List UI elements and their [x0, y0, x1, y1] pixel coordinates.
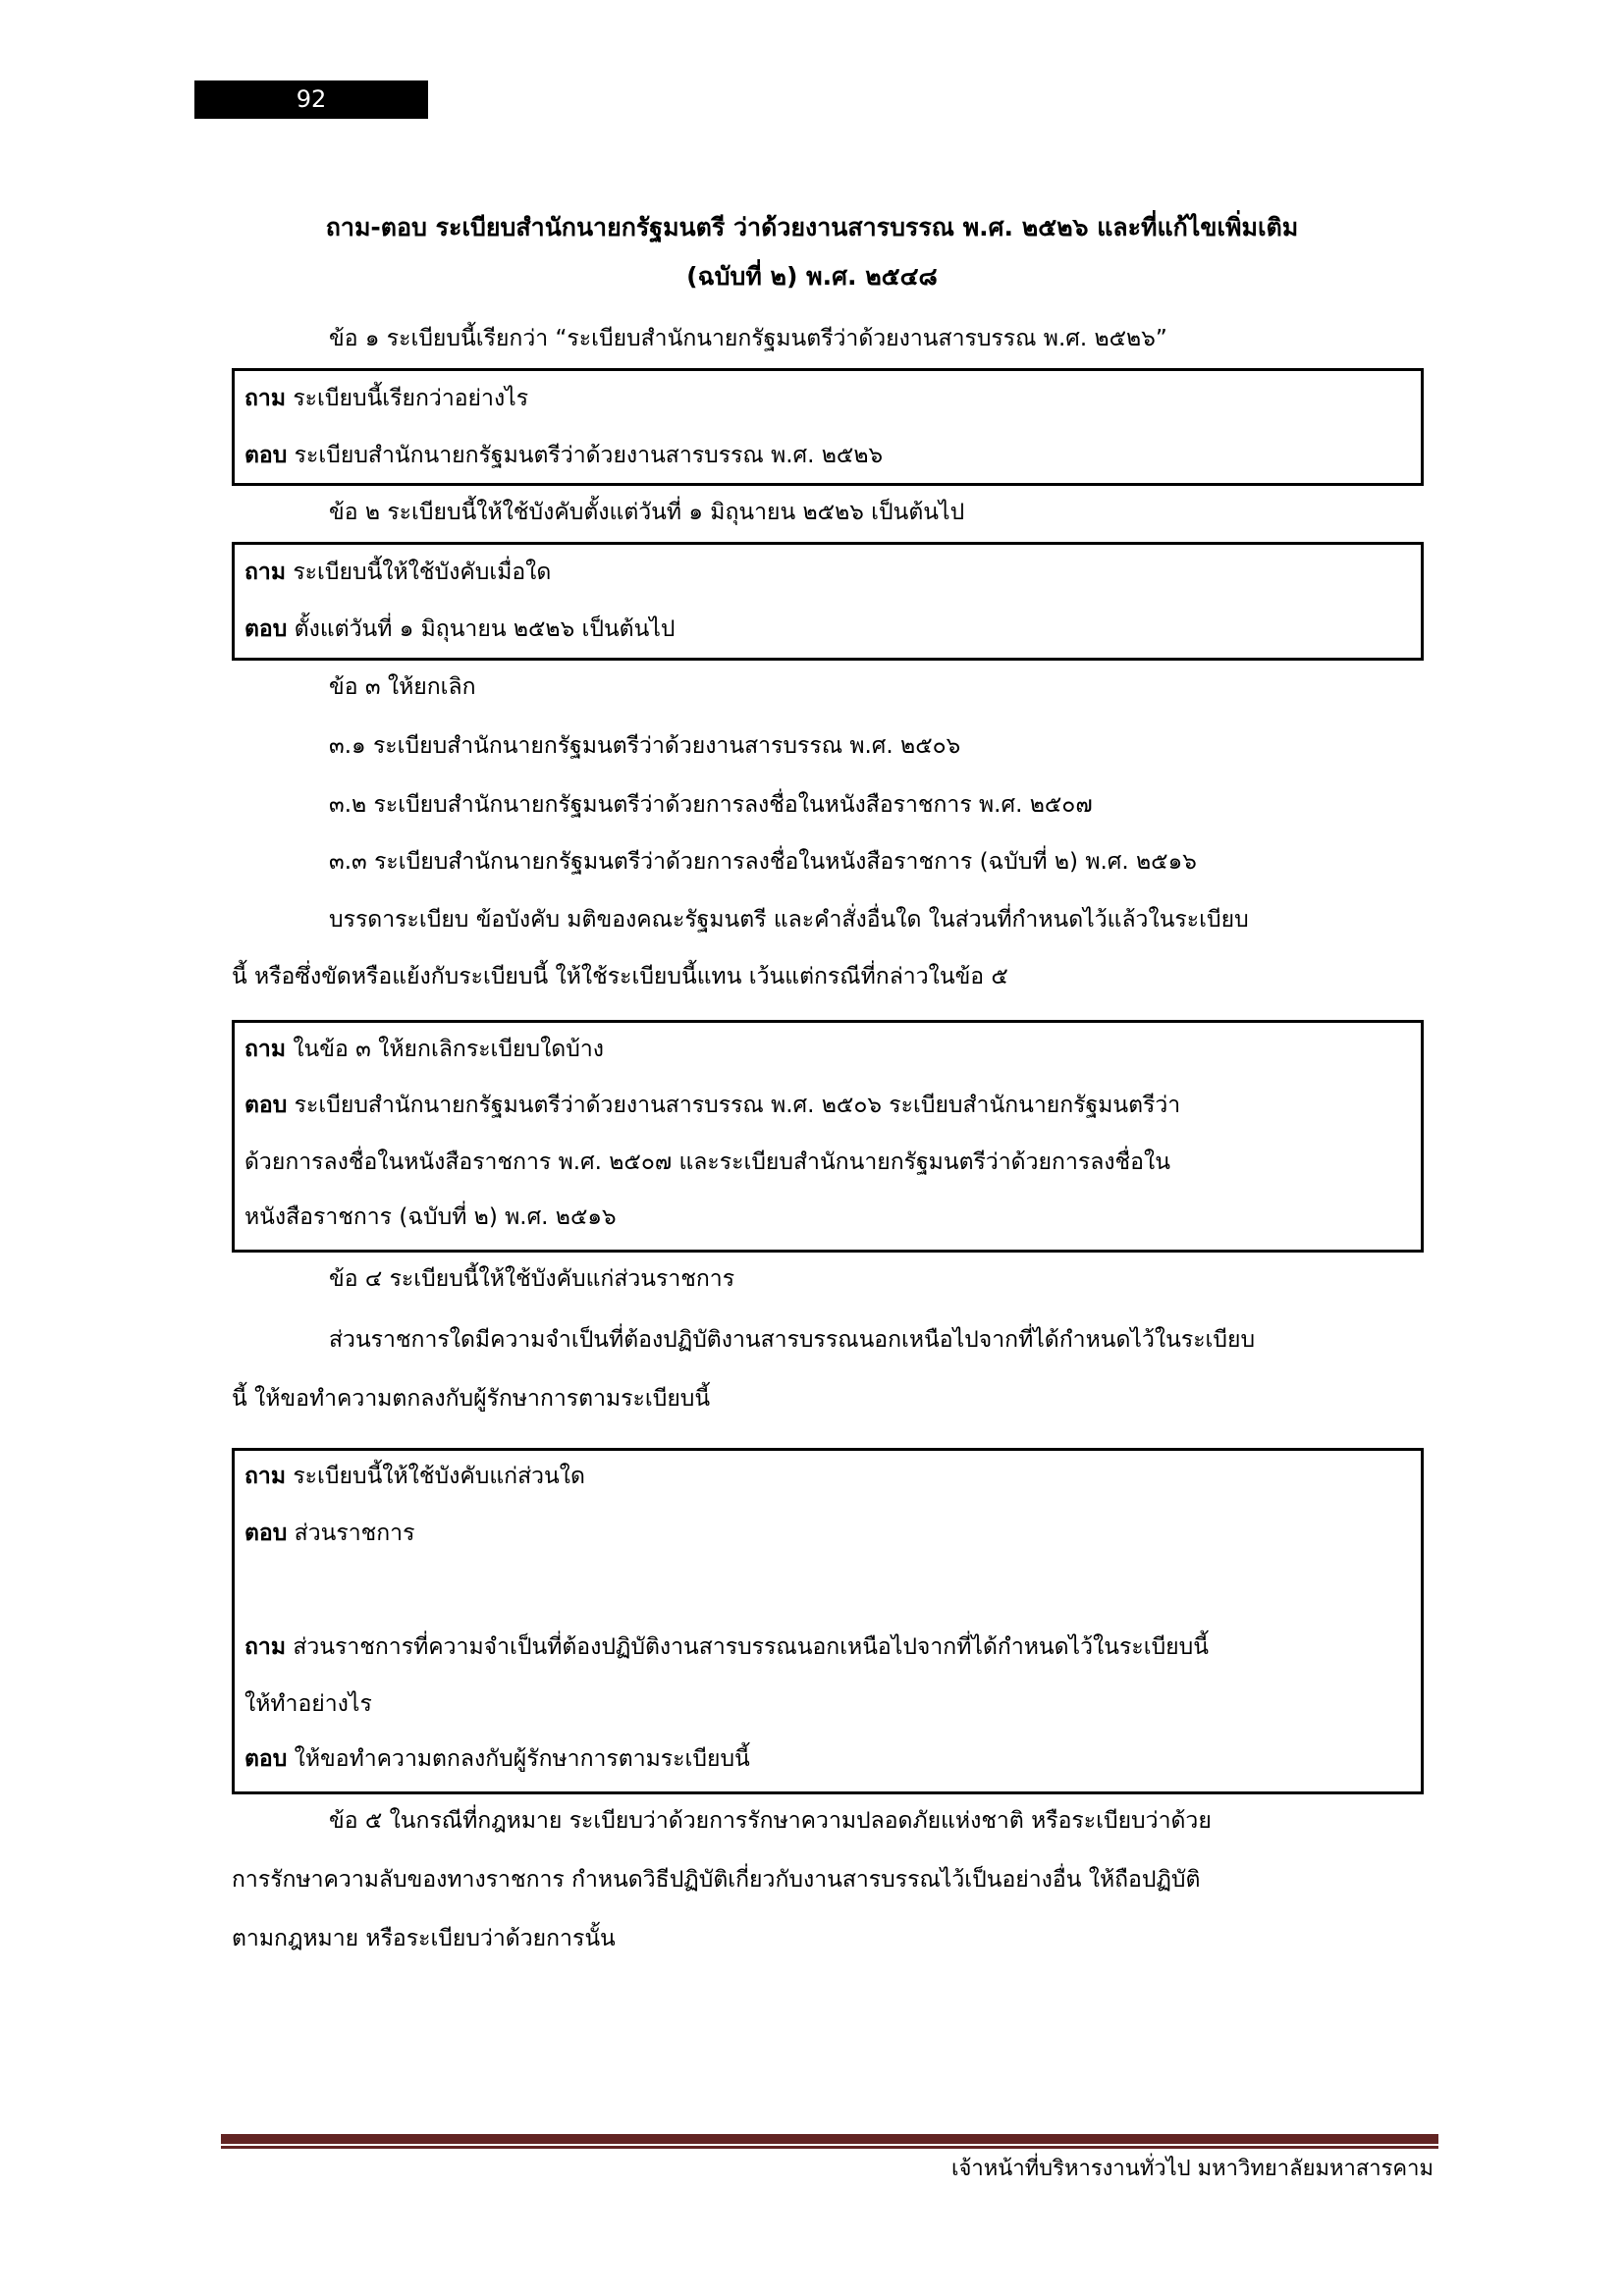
answer-label: ตอบ [244, 616, 288, 642]
question-label: ถาม [244, 386, 287, 411]
qa-box-4 [232, 1448, 1424, 1794]
answer-label: ตอบ [244, 1746, 288, 1772]
answer-text: ตั้งแต่วันที่ ๑ มิถุนายน ๒๕๒๖ เป็นต้นไป [287, 616, 676, 642]
question-line [244, 379, 528, 418]
answer-line [244, 610, 676, 649]
answer-text: ส่วนราชการ [287, 1521, 415, 1546]
question-text: ในข้อ ๓ ให้ยกเลิกระเบียบใดบ้าง [286, 1037, 604, 1062]
answer-line-1 [244, 1086, 1180, 1125]
question-line [244, 553, 551, 592]
clause-5-line-2: การรักษาความลับของทางราชการ กำหนดวิธีปฏิบัติเกี่ยวกับงานสารบรรณไว้เป็นอย่างอื่น ให้ถือปฏิบัติ [232, 1867, 1201, 1893]
question-text: ระเบียบนี้ให้ใช้บังคับแก่ส่วนใด [286, 1464, 585, 1489]
answer-label: ตอบ [244, 443, 288, 468]
clause-3-item: ๓.๓ ระเบียบสำนักนายกรัฐมนตรีว่าด้วยการลงชื่อในหนังสือราชการ (ฉบับที่ ๒) พ.ศ. ๒๕๑๖ [329, 849, 1197, 875]
answer-label: ตอบ [244, 1093, 288, 1118]
clause-3-item: ๓.๑ ระเบียบสำนักนายกรัฐมนตรีว่าด้วยงานสารบรรณ พ.ศ. ๒๕๐๖ [329, 733, 961, 759]
qa-box-3 [232, 1020, 1424, 1253]
answer-line-2: ด้วยการลงชื่อในหนังสือราชการ พ.ศ. ๒๕๐๗ และระเบียบสำนักนายกรัฐมนตรีว่าด้วยการลงชื่อใน [244, 1149, 1170, 1175]
clause-5-line-3: ตามกฎหมาย หรือระเบียบว่าด้วยการนั้น [232, 1926, 616, 1951]
question-text: ระเบียบนี้เรียกว่าอย่างไร [286, 386, 529, 411]
answer-line-3: หนังสือราชการ (ฉบับที่ ๒) พ.ศ. ๒๕๑๖ [244, 1204, 617, 1230]
question-text: ระเบียบนี้ให้ใช้บังคับเมื่อใด [286, 560, 552, 585]
clause-3-item: ๓.๒ ระเบียบสำนักนายกรัฐมนตรีว่าด้วยการลงชื่อในหนังสือราชการ พ.ศ. ๒๕๐๗ [329, 792, 1093, 818]
answer-label: ตอบ [244, 1521, 288, 1546]
answer-line-2 [244, 1739, 750, 1779]
answer-line-1 [244, 1514, 414, 1553]
document-title-line-1: ถาม-ตอบ ระเบียบสำนักนายกรัฐมนตรี ว่าด้วยงานสารบรรณ พ.ศ. ๒๕๒๖ และที่แก้ไขเพิ่มเติม [325, 213, 1299, 241]
question-label: ถาม [244, 1037, 287, 1062]
clause-3-paragraph-line-2: นี้ หรือซึ่งขัดหรือแย้งกับระเบียบนี้ ให้ใช้ระเบียบนี้แทน เว้นแต่กรณีที่กล่าวในข้อ ๕ [232, 964, 1008, 989]
page-number-badge: 92 [194, 80, 428, 119]
clause-3-heading: ข้อ ๓ ให้ยกเลิก [329, 674, 476, 700]
clause-4-paragraph-line-2: นี้ ให้ขอทำความตกลงกับผู้รักษาการตามระเบียบนี้ [232, 1386, 711, 1412]
question-label: ถาม [244, 1634, 287, 1660]
question-text: ส่วนราชการที่ความจำเป็นที่ต้องปฏิบัติงานสารบรรณนอกเหนือไปจากที่ได้กำหนดไว้ในระเบียบนี้ [286, 1634, 1209, 1660]
qa-box-2 [232, 542, 1424, 661]
question-label: ถาม [244, 560, 287, 585]
footer-rule-thin [221, 2146, 1438, 2149]
document-title-line-2: (ฉบับที่ ๒) พ.ศ. ๒๕๔๘ [686, 262, 938, 291]
clause-3-paragraph-line-1: บรรดาระเบียบ ข้อบังคับ มติของคณะรัฐมนตรี และคำสั่งอื่นใด ในส่วนที่กำหนดไว้แล้วในระเบียบ [329, 907, 1249, 933]
qa-box-1 [232, 368, 1424, 486]
clause-4-paragraph-line-1: ส่วนราชการใดมีความจำเป็นที่ต้องปฏิบัติงานสารบรรณนอกเหนือไปจากที่ได้กำหนดไว้ในระเบียบ [329, 1327, 1256, 1353]
question-line-1 [244, 1457, 585, 1496]
clause-4: ข้อ ๔ ระเบียบนี้ให้ใช้บังคับแก่ส่วนราชการ [329, 1266, 735, 1292]
answer-text: ให้ขอทำความตกลงกับผู้รักษาการตามระเบียบนี้ [287, 1746, 750, 1772]
footer-text: เจ้าหน้าที่บริหารงานทั่วไป มหาวิทยาลัยมหาสารคาม [951, 2157, 1434, 2181]
question-label: ถาม [244, 1464, 287, 1489]
question-line-2-continued: ให้ทำอย่างไร [244, 1691, 372, 1717]
answer-text: ระเบียบสำนักนายกรัฐมนตรีว่าด้วยงานสารบรรณ พ.ศ. ๒๕๒๖ [287, 443, 884, 468]
footer-rule-thick [221, 2134, 1438, 2144]
answer-line [244, 436, 883, 475]
clause-2: ข้อ ๒ ระเบียบนี้ให้ใช้บังคับตั้งแต่วันที่ ๑ มิถุนายน ๒๕๒๖ เป็นต้นไป [329, 500, 965, 525]
question-line [244, 1030, 604, 1069]
clause-1: ข้อ ๑ ระเบียบนี้เรียกว่า “ระเบียบสำนักนายกรัฐมนตรีว่าด้วยงานสารบรรณ พ.ศ. ๒๕๒๖” [329, 326, 1167, 351]
clause-5-line-1: ข้อ ๕ ในกรณีที่กฎหมาย ระเบียบว่าด้วยการรักษาความปลอดภัยแห่งชาติ หรือระเบียบว่าด้วย [329, 1808, 1212, 1834]
answer-text: ระเบียบสำนักนายกรัฐมนตรีว่าด้วยงานสารบรรณ พ.ศ. ๒๕๐๖ ระเบียบสำนักนายกรัฐมนตรีว่า [287, 1093, 1181, 1118]
question-line-2 [244, 1628, 1209, 1667]
